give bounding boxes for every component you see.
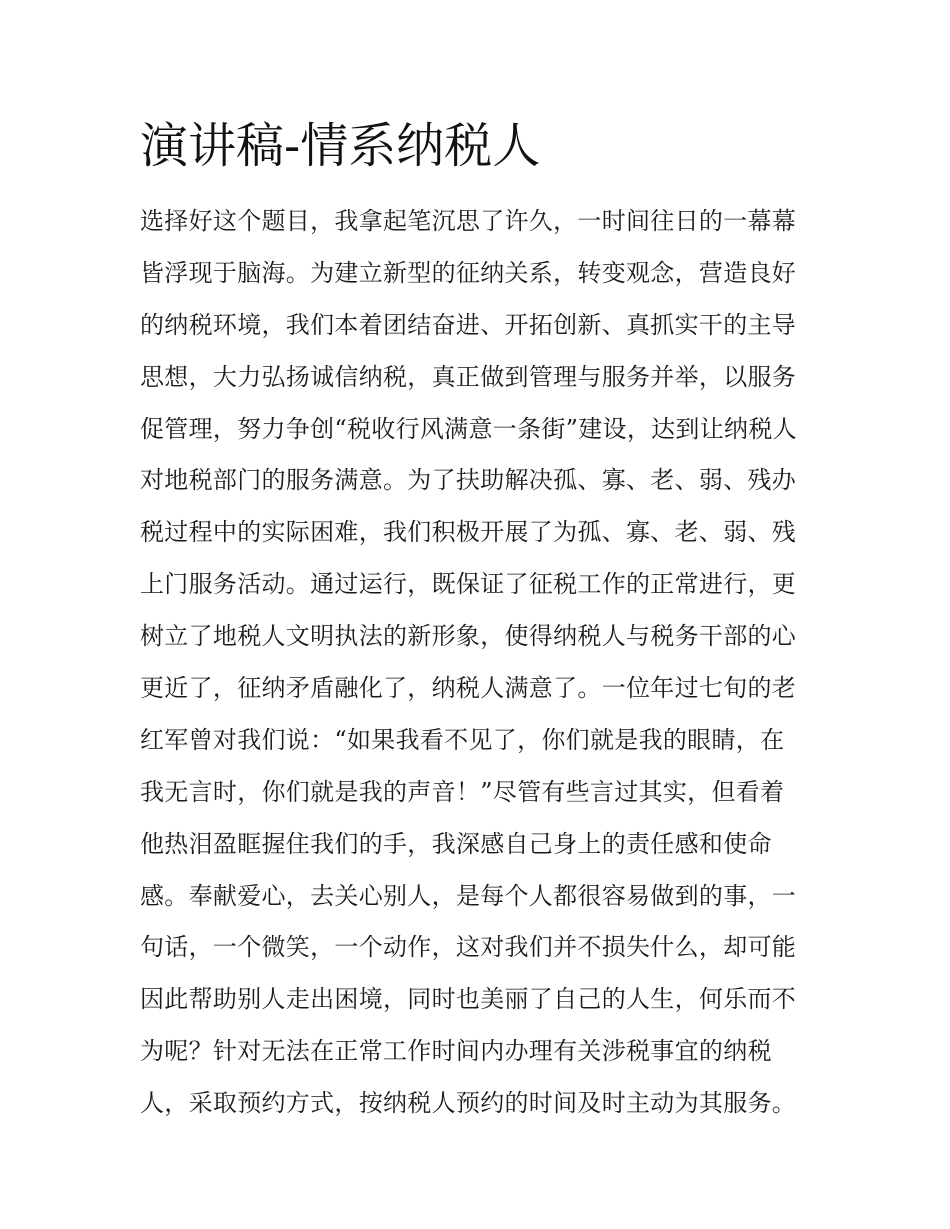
body-line: 红军曾对我们说：“如果我看不见了，你们就是我的眼睛，在 [140, 725, 785, 754]
body-line: 树立了地税人文明执法的新形象，使得纳税人与税务干部的心 [140, 622, 797, 651]
document-title: 演讲稿-情系纳税人 [140, 118, 541, 174]
body-line: 更近了，征纳矛盾融化了，纳税人满意了。一位年过七旬的老 [140, 674, 797, 703]
body-line: 对地税部门的服务满意。为了扶助解决孤、寡、老、弱、残办 [140, 466, 797, 495]
body-line: 他热泪盈眶握住我们的手，我深感自己身上的责任感和使命 [140, 829, 772, 858]
body-line: 促管理，努力争创“税收行风满意一条街”建设，达到让纳税人 [140, 414, 797, 443]
body-line: 为呢？针对无法在正常工作时间内办理有关涉税事宜的纳税 [140, 1037, 772, 1066]
body-line: 的纳税环境，我们本着团结奋进、开拓创新、真抓实干的主导 [140, 310, 797, 339]
body-line: 我无言时，你们就是我的声音！”尽管有些言过其实，但看着 [140, 777, 785, 806]
body-line: 因此帮助别人走出困境，同时也美丽了自己的人生，何乐而不 [140, 985, 797, 1014]
body-line: 感。奉献爱心，去关心别人，是每个人都很容易做到的事，一 [140, 881, 797, 910]
body-line: 思想，大力弘扬诚信纳税，真正做到管理与服务并举，以服务 [140, 362, 797, 391]
body-line: 选择好这个题目，我拿起笔沉思了许久，一时间往日的一幕幕 [140, 207, 797, 235]
body-line: 皆浮现于脑海。为建立新型的征纳关系，转变观念，营造良好 [140, 258, 797, 287]
body-line: 上门服务活动。通过运行，既保证了征税工作的正常进行，更 [140, 570, 797, 599]
body-line: 人，采取预约方式，按纳税人预约的时间及时主动为其服务。 [140, 1089, 797, 1118]
body-line: 税过程中的实际困难，我们积极开展了为孤、寡、老、弱、残 [140, 518, 797, 547]
document-body [140, 196, 820, 1130]
body-line: 句话，一个微笑，一个动作，这对我们并不损失什么，却可能 [140, 933, 797, 962]
